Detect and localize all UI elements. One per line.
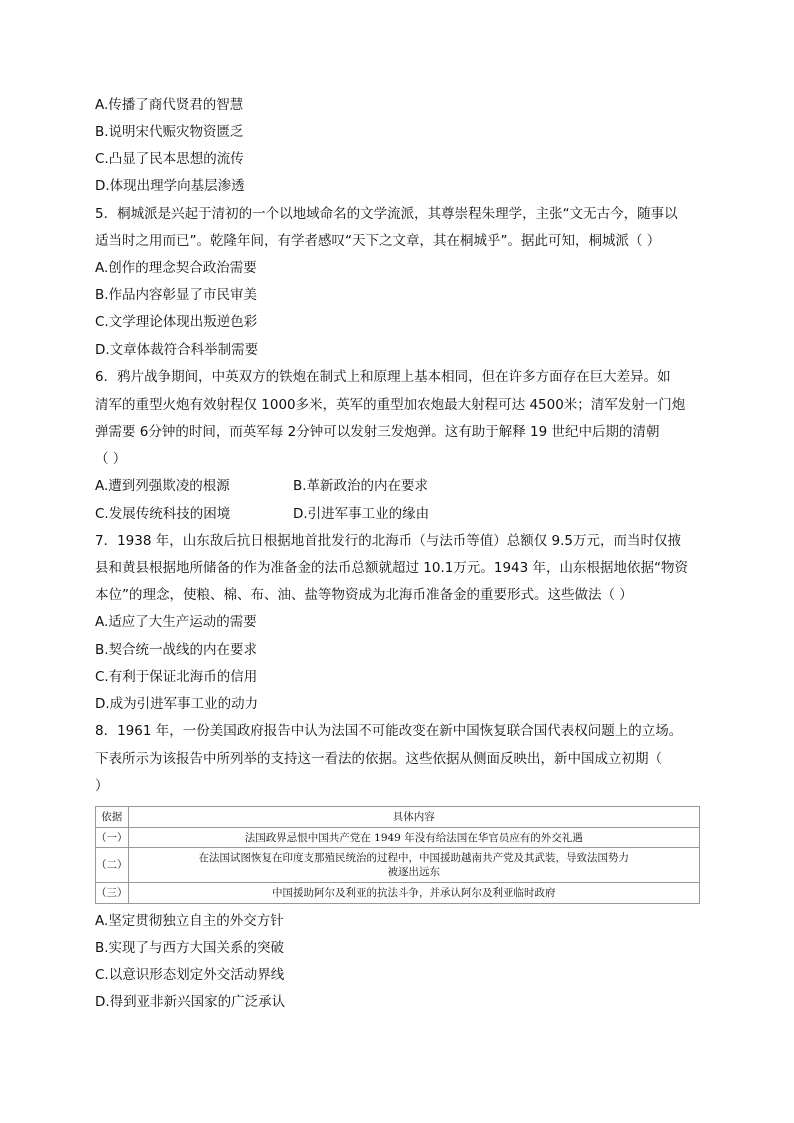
table-cell-line: 被逐出远东 xyxy=(387,866,440,878)
q6-stem-line: 弹需要 6分钟的时间，而英军每 2分钟可以发射三发炮弹。这有助于解释 19 世纪中后期的清朝 xyxy=(95,424,660,440)
table-cell-content xyxy=(128,848,700,883)
table-header-key: 依据 xyxy=(96,807,129,828)
q7-option-c: C.有利于保证北海币的信用 xyxy=(95,669,258,685)
table-row xyxy=(96,828,700,848)
q8-option-b: B.实现了与西方大国关系的突破 xyxy=(95,940,285,956)
q5-option-c: C.文学理论体现出叛逆色彩 xyxy=(95,314,258,330)
q8-stem-line: 下表所示为该报告中所列举的支持这一看法的依据。这些依据从侧面反映出，新中国成立初期（ xyxy=(95,751,662,767)
q8-option-a: A.坚定贯彻独立自主的外交方针 xyxy=(95,913,284,929)
q8-stem-line: ） xyxy=(95,778,109,794)
q6-option-d: D.引进军事工业的缘由 xyxy=(293,506,430,522)
table-cell-content: 法国政界忌恨中国共产党在 1949 年没有给法国在华官员应有的外交礼遇 xyxy=(128,828,700,848)
table-header-content: 具体内容 xyxy=(128,807,700,828)
table-cell-key: （三） xyxy=(96,883,129,904)
q7-stem-line: 7．1938 年，山东敌后抗日根据地首批发行的北海币（与法币等值）总额仅 9.5万元，而当时仅掖 xyxy=(95,533,681,549)
q6-option-c: C.发展传统科技的困境 xyxy=(95,506,231,522)
q5-option-b: B.作品内容彰显了市民审美 xyxy=(95,287,258,303)
q6-stem-line: 6．鸦片战争期间，中英双方的铁炮在制式上和原理上基本相同，但在许多方面存在巨大差异。如 xyxy=(95,369,671,385)
q7-stem-line: 本位”的理念，使粮、棉、布、油、盐等物资成为北海币准备金的重要形式。这些做法（ ） xyxy=(95,587,633,603)
table-row xyxy=(96,883,700,904)
q8-option-c: C.以意识形态划定外交活动界线 xyxy=(95,967,285,983)
q6-stem-line: 清军的重型火炮有效射程仅 1000多米，英军的重型加农炮最大射程可达 4500米；清军发射一门炮 xyxy=(95,397,686,413)
q8-stem-line: 8．1961 年，一份美国政府报告中认为法国不可能改变在新中国恢复联合国代表权问题上的立场。 xyxy=(95,723,683,739)
table-cell-content: 中国援助阿尔及利亚的抗法斗争，并承认阿尔及利亚临时政府 xyxy=(128,883,700,904)
q5-stem-line: 5．桐城派是兴起于清初的一个以地域命名的文学流派，其尊崇程朱理学，主张“文无古今，随事以 xyxy=(95,206,678,222)
table-header-row xyxy=(96,807,700,828)
q6-stem-line: （ ） xyxy=(95,451,127,467)
table-row xyxy=(96,848,700,883)
evidence-table xyxy=(95,806,700,904)
q4-option-d: D.体现出理学向基层渗透 xyxy=(95,178,245,194)
q4-option-c: C.凸显了民本思想的流传 xyxy=(95,151,244,167)
table-cell-key: （二） xyxy=(96,848,129,883)
table-cell-line: 在法国试图恢复在印度支那殖民统治的过程中，中国援助越南共产党及其武装，导致法国势力 xyxy=(198,852,629,864)
q4-option-b: B.说明宋代赈灾物资匮乏 xyxy=(95,124,244,140)
q5-option-a: A.创作的理念契合政治需要 xyxy=(95,260,257,276)
q6-option-b: B.革新政治的内在要求 xyxy=(293,478,429,494)
q7-option-b: B.契合统一战线的内在要求 xyxy=(95,642,258,658)
table-cell-key: （一） xyxy=(96,828,129,848)
q7-option-a: A.适应了大生产运动的需要 xyxy=(95,614,257,630)
q7-stem-line: 县和黄县根据地所储备的作为准备金的法币总额就超过 10.1万元。1943 年，山东根据地依据“物资 xyxy=(95,560,688,576)
q8-option-d: D.得到亚非新兴国家的广泛承认 xyxy=(95,994,286,1010)
q6-option-a: A.遭到列强欺凌的根源 xyxy=(95,478,230,494)
q7-option-d: D.成为引进军事工业的动力 xyxy=(95,696,259,712)
q5-stem-line: 适当时之用而已”。乾隆年间，有学者感叹“天下之文章，其在桐城乎”。据此可知，桐城派（ ） xyxy=(95,233,661,249)
q4-option-a: A.传播了商代贤君的智慧 xyxy=(95,97,244,113)
q5-option-d: D.文章体裁符合科举制需要 xyxy=(95,342,259,358)
